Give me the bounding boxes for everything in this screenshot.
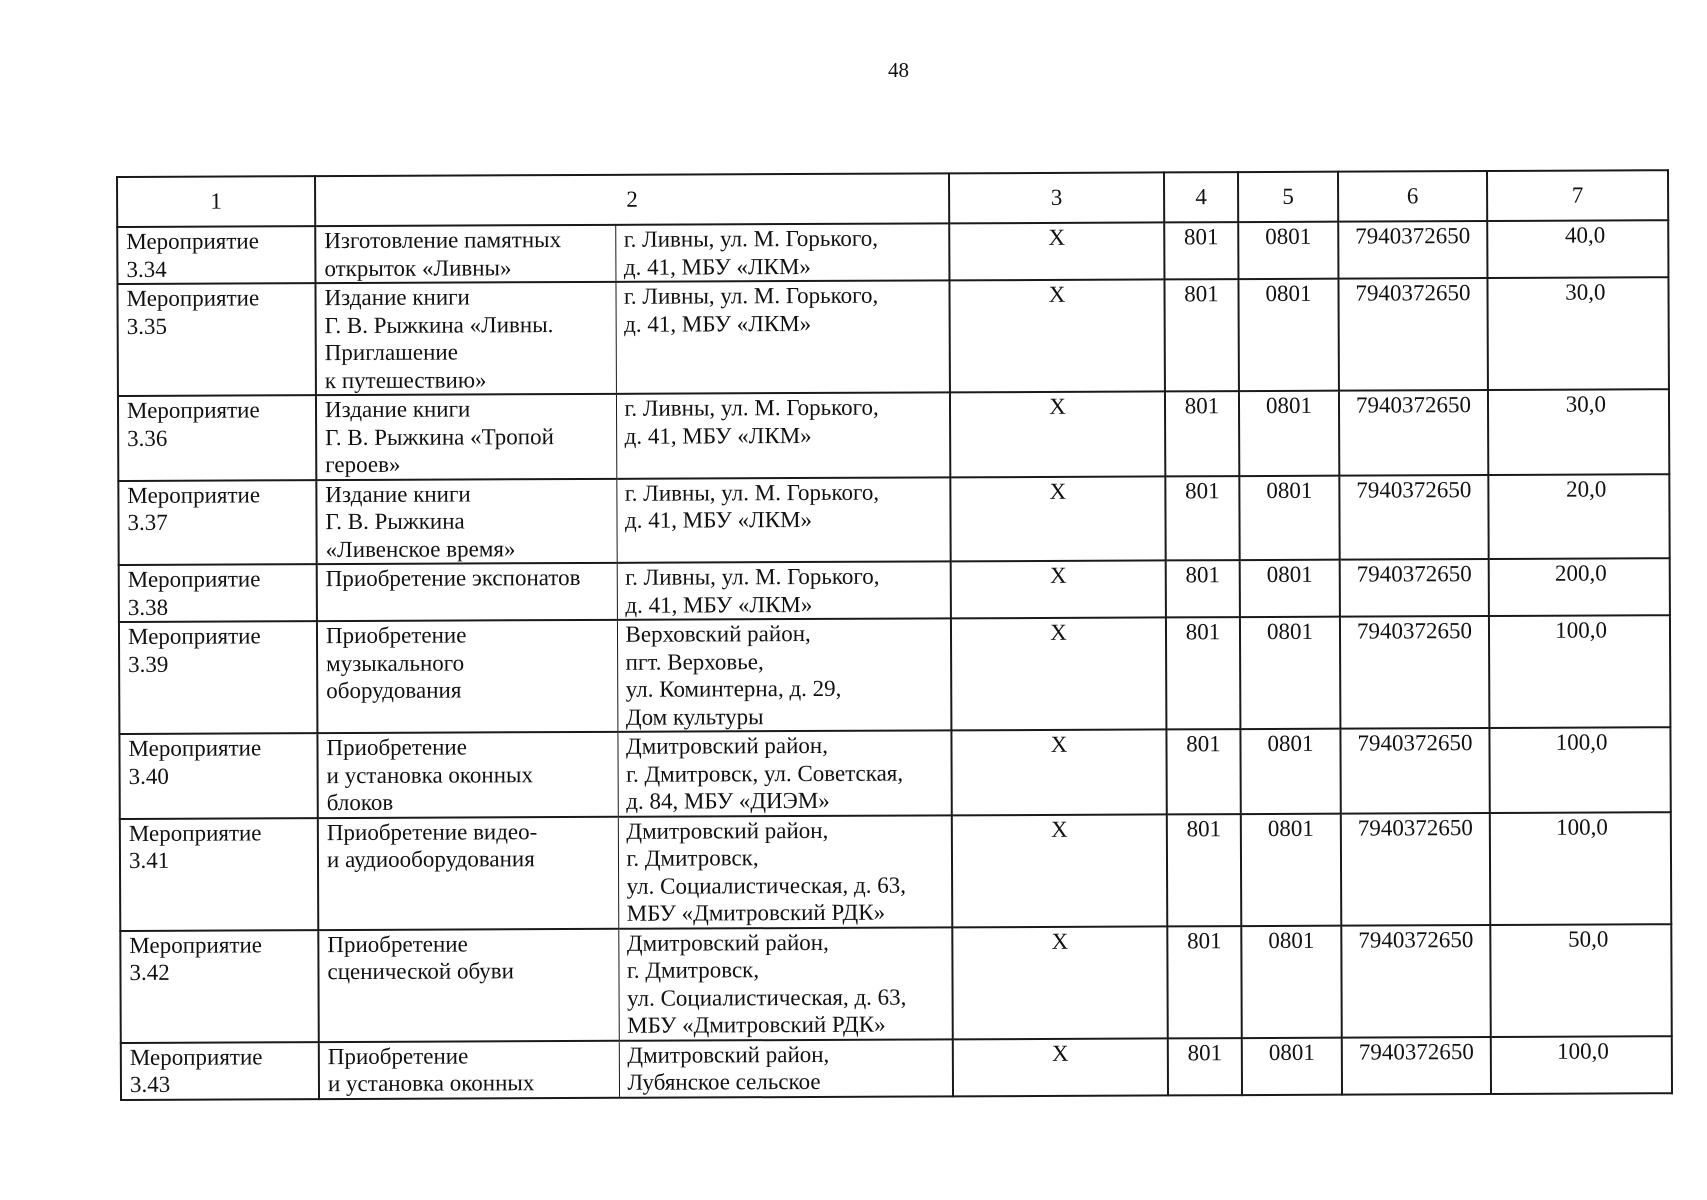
cell-amount: 100,0: [1490, 812, 1671, 925]
cell-address: Дмитровский район, г. Дмитровск, ул. Социалистическая, д. 63, МБУ «Дмитровский РДК»: [618, 927, 952, 1040]
cell-activity-name: Приобретение сценической обуви: [318, 928, 618, 1041]
cell-col4: 801: [1165, 476, 1239, 561]
cell-col5: 0801: [1239, 391, 1339, 476]
cell-col5: 0801: [1239, 475, 1339, 560]
cell-amount: 20,0: [1488, 474, 1669, 559]
cell-event: Мероприятие 3.39: [119, 621, 317, 734]
header-cell-3: 3: [949, 172, 1164, 223]
cell-col6: 7940372650: [1342, 1037, 1491, 1095]
cell-amount: 30,0: [1488, 389, 1669, 474]
cell-col3: Х: [951, 560, 1166, 618]
header-cell-7: 7: [1487, 170, 1668, 221]
cell-col6: 7940372650: [1340, 559, 1489, 617]
cell-col5: 0801: [1241, 925, 1341, 1037]
table-row: [117, 277, 1668, 396]
cell-col6: 7940372650: [1341, 813, 1490, 926]
table-body: [117, 170, 1672, 1099]
cell-activity-name: Издание книги Г. В. Рыжкина «Ливенское время»: [316, 478, 616, 564]
cell-col4: 801: [1166, 560, 1240, 617]
cell-activity-name: Приобретение видео- и аудиооборудования: [318, 816, 618, 929]
cell-col5: 0801: [1238, 279, 1338, 391]
cell-event: Мероприятие 3.35: [117, 283, 315, 396]
cell-address: Дмитровский район, Лубянское сельское: [619, 1039, 953, 1097]
cell-address: Дмитровский район, г. Дмитровск, ул. Советская, д. 84, МБУ «ДИЭМ»: [617, 730, 951, 816]
cell-event: Мероприятие 3.40: [119, 733, 317, 818]
header-cell-5: 5: [1238, 172, 1338, 222]
cell-address: г. Ливны, ул. М. Горького, д. 41, МБУ «ЛКМ»: [616, 392, 950, 478]
cell-address: г. Ливны, ул. М. Горького, д. 41, МБУ «ЛКМ»: [615, 280, 949, 393]
cell-event: Мероприятие 3.36: [118, 395, 316, 480]
cell-amount: 40,0: [1487, 220, 1668, 278]
cell-col3: Х: [950, 476, 1165, 561]
cell-event: Мероприятие 3.34: [117, 226, 315, 284]
cell-amount: 100,0: [1491, 1036, 1672, 1094]
table-row: [118, 474, 1669, 565]
cell-activity-name: Издание книги Г. В. Рыжкина «Тропой героев»: [316, 394, 616, 480]
cell-col3: Х: [949, 222, 1164, 280]
table-row: [120, 812, 1671, 931]
cell-event: Мероприятие 3.42: [120, 930, 318, 1043]
cell-amount: 100,0: [1489, 727, 1670, 812]
table-row: [119, 558, 1670, 622]
cell-col6: 7940372650: [1339, 475, 1488, 560]
cell-address: г. Ливны, ул. М. Горького, д. 41, МБУ «ЛКМ»: [616, 477, 950, 563]
cell-col6: 7940372650: [1341, 925, 1490, 1038]
cell-col3: Х: [952, 814, 1167, 927]
cell-col4: 801: [1167, 814, 1241, 926]
cell-col3: Х: [951, 729, 1166, 814]
budget-table: [116, 169, 1673, 1100]
header-cell-1: 1: [117, 176, 315, 227]
table-row: [117, 220, 1668, 284]
header-cell-4: 4: [1164, 172, 1238, 222]
cell-amount: 50,0: [1490, 924, 1671, 1037]
cell-col4: 801: [1166, 617, 1240, 729]
cell-col5: 0801: [1238, 222, 1338, 279]
cell-col6: 7940372650: [1338, 221, 1487, 279]
cell-col3: Х: [949, 279, 1164, 392]
cell-col3: Х: [950, 391, 1165, 476]
cell-address: г. Ливны, ул. М. Горького, д. 41, МБУ «ЛКМ»: [615, 223, 949, 281]
cell-activity-name: Издание книги Г. В. Рыжкина «Ливны. Приглашение к путешествию»: [315, 282, 615, 395]
table-row: [119, 615, 1670, 734]
cell-col6: 7940372650: [1340, 728, 1489, 813]
cell-event: Мероприятие 3.41: [120, 818, 318, 931]
cell-col6: 7940372650: [1340, 616, 1489, 729]
table-row: [118, 389, 1669, 480]
table-row: [120, 924, 1671, 1043]
page-number: 48: [888, 58, 909, 82]
cell-col4: 801: [1165, 391, 1239, 476]
cell-address: Дмитровский район, г. Дмитровск, ул. Социалистическая, д. 63, МБУ «Дмитровский РДК»: [618, 815, 952, 928]
header-cell-2: 2: [315, 173, 949, 226]
cell-col5: 0801: [1242, 1037, 1342, 1094]
cell-col4: 801: [1168, 1038, 1242, 1095]
cell-col4: 801: [1164, 279, 1238, 391]
cell-col6: 7940372650: [1338, 278, 1487, 391]
cell-col5: 0801: [1240, 560, 1340, 617]
cell-activity-name: Приобретение и установка оконных: [319, 1040, 619, 1098]
cell-col6: 7940372650: [1339, 390, 1488, 475]
cell-address: Верховский район, пгт. Верховье, ул. Коминтерна, д. 29, Дом культуры: [617, 618, 951, 731]
cell-col5: 0801: [1240, 729, 1340, 814]
cell-col4: 801: [1166, 729, 1240, 814]
cell-amount: 200,0: [1489, 558, 1670, 616]
cell-col5: 0801: [1241, 813, 1341, 925]
table-header-row: [117, 170, 1668, 227]
cell-event: Мероприятие 3.43: [121, 1042, 319, 1100]
table-row: [119, 727, 1670, 818]
cell-activity-name: Приобретение и установка оконных блоков: [317, 732, 617, 818]
table-row: [121, 1036, 1672, 1100]
cell-col3: Х: [952, 926, 1167, 1039]
cell-activity-name: Изготовление памятных открыток «Ливны»: [315, 225, 615, 283]
cell-col3: Х: [953, 1038, 1168, 1096]
cell-col5: 0801: [1240, 617, 1340, 729]
cell-amount: 30,0: [1487, 277, 1668, 390]
cell-event: Мероприятие 3.38: [119, 564, 317, 622]
header-cell-6: 6: [1338, 171, 1487, 222]
cell-amount: 100,0: [1489, 615, 1670, 728]
cell-col3: Х: [951, 617, 1166, 730]
cell-activity-name: Приобретение экспонатов: [317, 563, 617, 621]
cell-address: г. Ливны, ул. М. Горького, д. 41, МБУ «ЛКМ»: [617, 561, 951, 619]
cell-col4: 801: [1167, 926, 1241, 1038]
cell-event: Мероприятие 3.37: [118, 480, 316, 565]
cell-activity-name: Приобретение музыкального оборудования: [317, 620, 617, 733]
cell-col4: 801: [1164, 222, 1238, 279]
